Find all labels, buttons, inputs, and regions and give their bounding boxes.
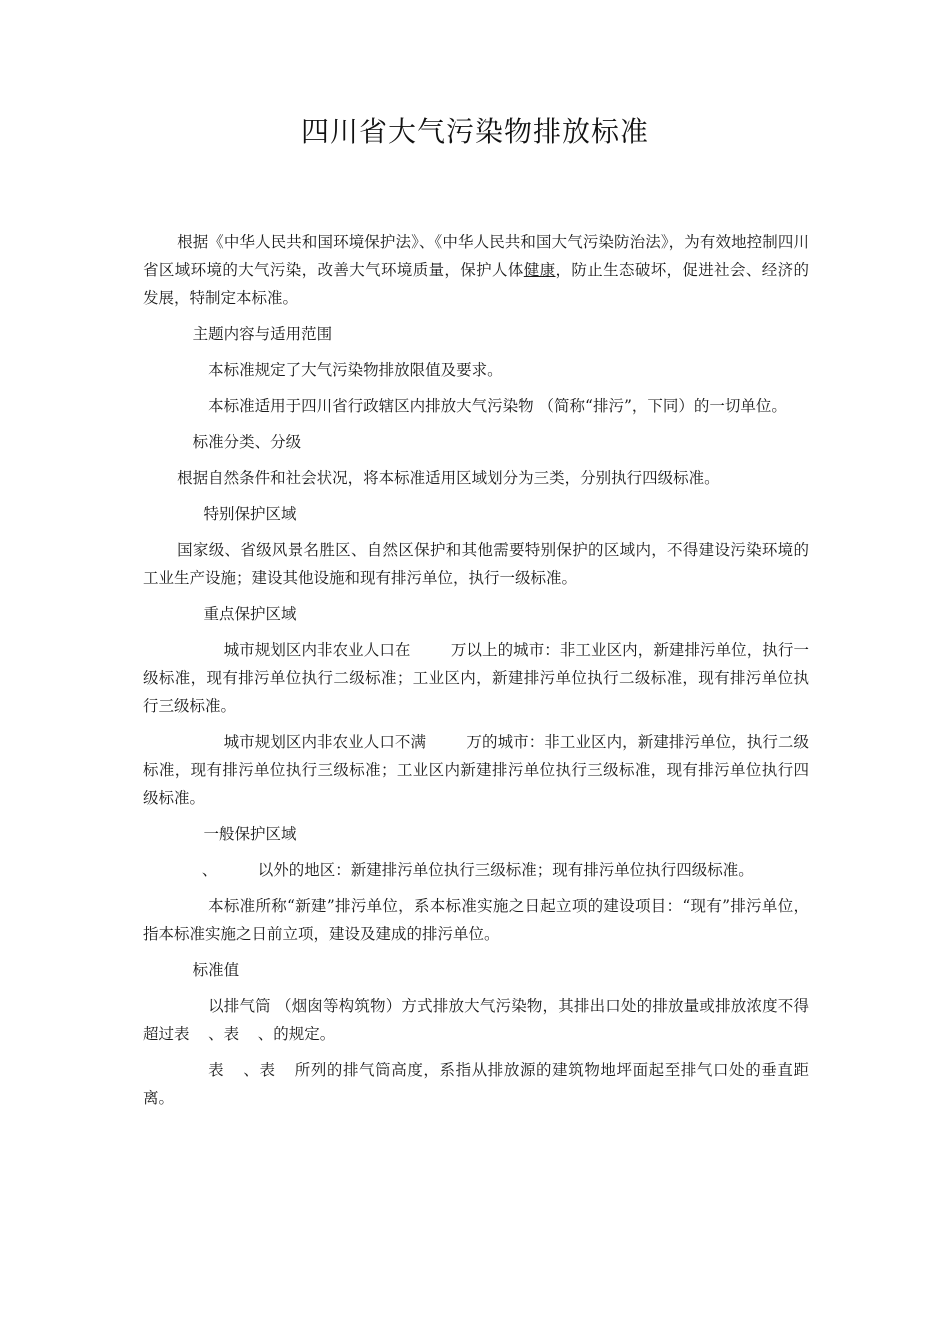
section-heading-classification: 标准分类、分级 [192, 433, 302, 451]
key-protection-text-c: 城市规划区内非农业人口不满 [223, 733, 427, 751]
definition-paragraph: 本标准所称“新建”排污单位，系本标准实施之日起立项的建设项目：“现有”排污单位，指本标准实施之日前立项，建设及建成的排污单位。 [143, 897, 809, 943]
standard-values-text-a: 以排气筒 （烟囱等构筑物）方式排放大气污染物，其排出口处的排放量或排放浓度不得超过表 [143, 997, 809, 1043]
subheading-special-protection: 特别保护区域 [203, 505, 297, 523]
standard-values-text-e: 、表 [242, 1061, 276, 1079]
section-heading-scope: 主题内容与适用范围 [192, 325, 333, 343]
key-protection-paragraph-1 [143, 636, 809, 720]
standard-values-text-d: 表 [208, 1061, 225, 1079]
scope-paragraph-1: 本标准规定了大气污染物排放限值及要求。 [208, 361, 503, 379]
key-protection-text-a: 城市规划区内非农业人口在 [223, 641, 411, 659]
health-link[interactable]: 健康 [523, 261, 556, 279]
special-protection-paragraph: 国家级、省级风景名胜区、自然区保护和其他需要特别保护的区域内，不得建设污染环境的工业生产设施；建设其他设施和现有排污单位，执行一级标准。 [143, 541, 809, 587]
standard-values-paragraph-2 [143, 1056, 809, 1112]
key-protection-paragraph-2 [143, 728, 809, 812]
document-title: 四川省大气污染物排放标准 [300, 115, 649, 148]
preamble-text-b: ，防止生态破坏，促进社会、经济的发展，特制定本标准。 [143, 261, 809, 307]
general-protection-sep: 、 [201, 861, 218, 879]
general-protection-text: 以外的地区：新建排污单位执行三级标准；现有排污单位执行四级标准。 [257, 861, 754, 879]
preamble-paragraph [143, 228, 809, 312]
key-protection-text-d: 万的城市：非工业区内，新建排污单位，执行二级标准，现有排污单位执行三级标准；工业区内新建排污单位执行三级标准，现有排污单位执行四级标准。 [143, 733, 809, 807]
subheading-general-protection: 一般保护区域 [203, 825, 297, 843]
general-protection-paragraph [143, 856, 809, 884]
scope-paragraph-2: 本标准适用于四川省行政辖区内排放大气污染物 （简称“排污”，下同）的一切单位。 [208, 397, 787, 415]
classification-paragraph: 根据自然条件和社会状况，将本标准适用区域划分为三类，分别执行四级标准。 [177, 469, 720, 487]
key-protection-text-b: 万以上的城市：非工业区内，新建排污单位，执行一级标准，现有排污单位执行二级标准；工业区内，新建排污单位执行二级标准，现有排污单位执行三级标准。 [143, 641, 809, 715]
standard-values-text-f: 所列的排气筒高度，系指从排放源的建筑物地坪面起至排气口处的垂直距离。 [143, 1061, 809, 1107]
section-heading-standard-values: 标准值 [192, 961, 240, 979]
subheading-key-protection: 重点保护区域 [203, 605, 297, 623]
standard-values-text-b: 、表 [208, 1025, 240, 1043]
preamble-text-a: 根据《中华人民共和国环境保护法》、《中华人民共和国大气污染防治法》，为有效地控制四川省区域环境的大气污染，改善大气环境质量，保护人体 [143, 233, 809, 279]
document-body [143, 228, 809, 1120]
standard-values-paragraph-1 [143, 992, 809, 1048]
standard-values-text-c: 、的规定。 [257, 1025, 336, 1043]
